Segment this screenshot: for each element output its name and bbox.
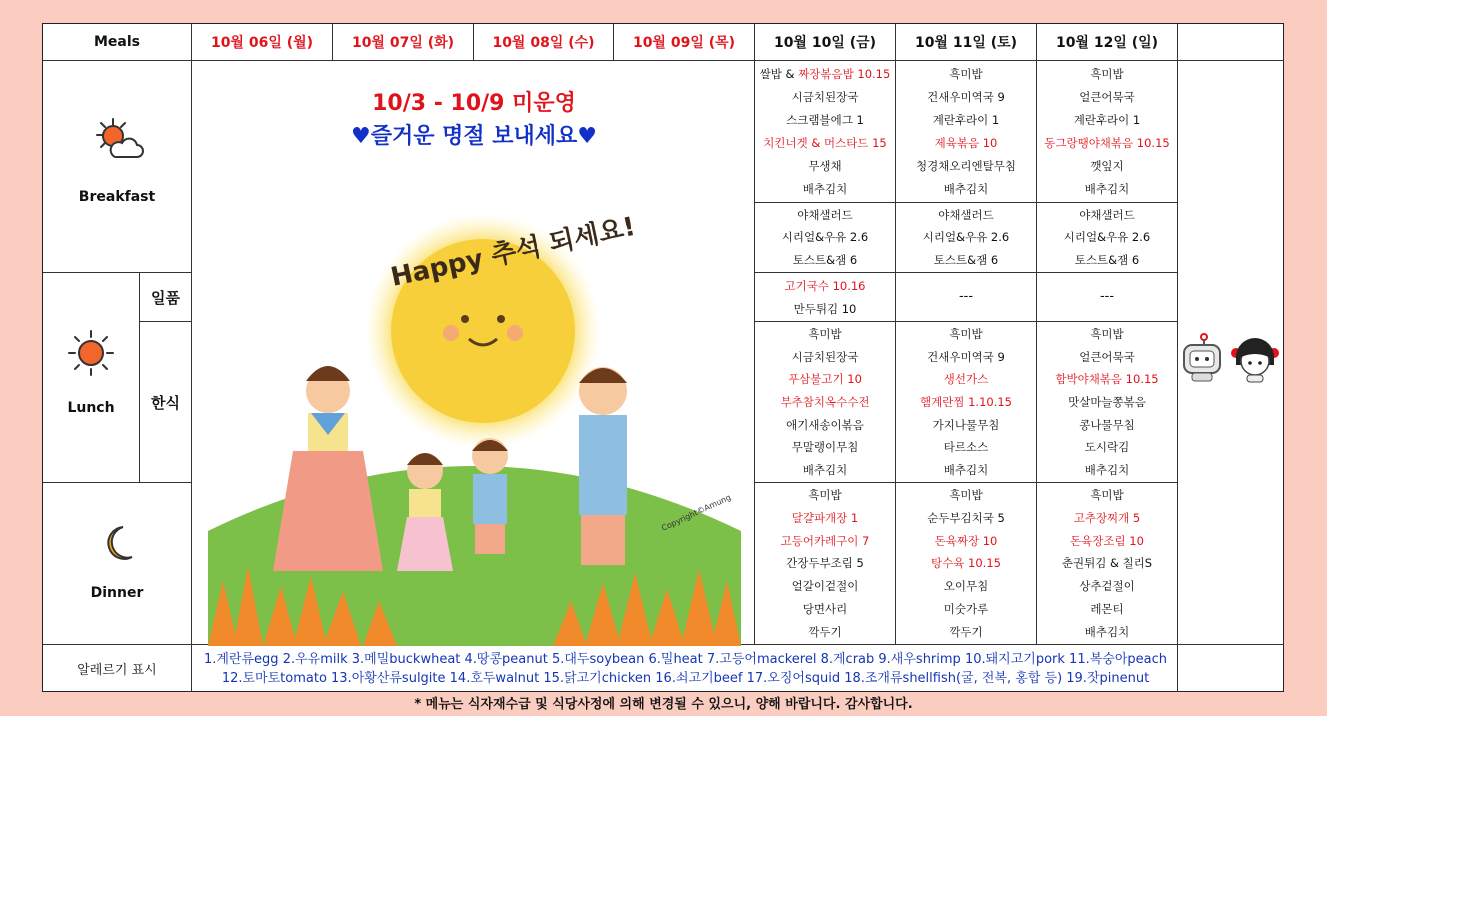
breakfast-sat	[896, 61, 1037, 203]
menu-item: 건새우미역국 9	[927, 89, 1005, 104]
menu-item: 타르소스	[943, 440, 989, 455]
breakfast-label-cell	[43, 61, 192, 273]
mother-figure	[273, 366, 383, 571]
menu-item: 무말랭이무침	[791, 440, 859, 455]
allergy-label: 알레르기 표시	[43, 645, 192, 692]
day-header-tue: 10월 07일 (화)	[333, 24, 474, 61]
lunch-korean-sun	[1037, 322, 1178, 483]
menu-item: 치킨너겟 & 머스타드 15	[763, 136, 887, 151]
menu-item: 생선가스	[943, 372, 989, 387]
menu-item: 스크램블에그 1	[786, 112, 864, 127]
menu-item: ---	[958, 289, 974, 304]
breakfast-western-sat	[896, 203, 1037, 273]
menu-item: 깍두기	[949, 624, 983, 639]
sun-cloud-icon	[91, 117, 145, 165]
lunch-label: Lunch	[67, 400, 115, 416]
menu-item: 시리얼&우유 2.6	[922, 230, 1010, 245]
menu-item: 간장두부조림 5	[786, 556, 864, 571]
menu-item: 야채샐러드	[938, 208, 994, 223]
menu-item: 얼갈이겉절이	[791, 579, 859, 594]
menu-item: 배추김치	[1084, 624, 1130, 639]
day-header-thu: 10월 09일 (목)	[614, 24, 755, 61]
copyright-text: Copyright©Amung	[660, 492, 733, 533]
lunch-special-sat	[896, 273, 1037, 322]
dinner-label-cell	[43, 483, 192, 645]
menu-item: 도시락김	[1084, 440, 1130, 455]
lunch-korean-label: 한식	[140, 322, 192, 483]
menu-item: 레몬티	[1090, 601, 1124, 616]
boy-figure	[472, 438, 508, 554]
menu-item: 무생채	[808, 159, 842, 174]
menu-item: 야채샐러드	[1079, 208, 1135, 223]
menu-item: 콩나물무침	[1079, 417, 1135, 432]
menu-item: 얼큰어묵국	[1079, 89, 1135, 104]
closed-notice: 10/3 - 10/9 미운영	[372, 91, 576, 116]
lunch-label-cell	[43, 273, 140, 483]
menu-item-highlight: 짜장볶음밥 10.15	[798, 66, 891, 81]
dinner-sat	[896, 483, 1037, 645]
day-header-sun: 10월 12일 (일)	[1037, 24, 1178, 61]
menu-item: 흑미밥	[1090, 327, 1124, 342]
menu-item: 계란후라이 1	[1073, 112, 1141, 127]
menu-item: 흑미밥	[949, 488, 983, 503]
menu-item: 배추김치	[943, 462, 989, 477]
menu-item: 햄계란찜 1.10.15	[920, 394, 1012, 409]
menu-item: 오이무침	[943, 579, 989, 594]
breakfast-western-fri	[755, 203, 896, 273]
allergy-line-1: 1.계란류egg 2.우유milk 3.메밀buckwheat 4.땅콩peanut 5.대두soybean 6.밀heat 7.고등어mackerel 8.게crab 9.새우shrimp 10.돼지고기pork 11.복숭아peach	[203, 652, 1168, 667]
menu-item: 함박야채볶음 10.15	[1055, 372, 1159, 387]
menu-item: 만두튀김 10	[793, 301, 857, 316]
menu-item: 토스트&잼 6	[792, 252, 858, 267]
menu-item: 흑미밥	[1090, 66, 1124, 81]
meals-header: Meals	[43, 24, 192, 61]
menu-item: 흑미밥	[1090, 488, 1124, 503]
menu-item: 배추김치	[1084, 462, 1130, 477]
lunch-korean-sat	[896, 322, 1037, 483]
menu-item: 흑미밥	[808, 488, 842, 503]
menu-item: 푸삼불고기 10	[788, 372, 862, 387]
father-figure	[579, 367, 627, 565]
menu-item: 얼큰어묵국	[1079, 349, 1135, 364]
menu-item: 미숫가루	[943, 601, 989, 616]
menu-item: 맛살마늘쫑볶음	[1068, 394, 1146, 409]
dinner-sun	[1037, 483, 1178, 645]
menu-item: 야채샐러드	[797, 208, 853, 223]
menu-item: ---	[1099, 289, 1115, 304]
menu-item: 청경채오리엔탈무침	[916, 159, 1016, 174]
menu-item: 고추장찌개 5	[1073, 511, 1141, 526]
menu-item: 고기국수 10.16	[784, 278, 866, 293]
menu-item: 계란후라이 1	[932, 112, 1000, 127]
lunch-special-fri	[755, 273, 896, 322]
menu-item: 시금치된장국	[791, 349, 859, 364]
menu-item: 시리얼&우유 2.6	[781, 230, 869, 245]
greeting-text: ♥즐거운 명절 보내세요♥	[350, 124, 598, 149]
allergy-line-2: 12.토마토tomato 13.아황산류sulgite 14.호두walnut 15.닭고기chicken 16.쇠고기beef 17.오징어squid 18.조개류shellfish(굴, 전복, 홍합 등) 19.잣pinenut	[221, 671, 1150, 686]
menu-item: 춘권튀김 & 칠리S	[1061, 556, 1153, 571]
lunch-special-sun	[1037, 273, 1178, 322]
menu-item: 흑미밥	[949, 66, 983, 81]
menu-item: 순두부김치국 5	[927, 511, 1005, 526]
menu-item: 돈육장조림 10	[1070, 533, 1144, 548]
menu-item: 깍두기	[808, 624, 842, 639]
dinner-label: Dinner	[90, 585, 144, 601]
menu-item: 탕수육 10.15	[931, 556, 1001, 571]
menu-item: 토스트&잼 6	[933, 252, 999, 267]
menu-item: 배추김치	[802, 182, 848, 197]
menu-item: 돈육짜장 10	[934, 533, 998, 548]
lunch-special-label: 일품	[140, 273, 192, 322]
lunch-korean-fri	[755, 322, 896, 483]
menu-item: 시리얼&우유 2.6	[1063, 230, 1151, 245]
sun-icon	[67, 329, 115, 377]
girl-mascot-icon	[1230, 335, 1280, 383]
footnote: * 메뉴는 식자재수급 및 식당사정에 의해 변경될 수 있으니, 양해 바랍니다. 감사합니다.	[414, 697, 913, 712]
menu-item: 달걀파개장 1	[791, 511, 859, 526]
menu-item: 토스트&잼 6	[1074, 252, 1140, 267]
menu-item: 부추참치옥수수전	[780, 394, 870, 409]
robot-mascot-icon	[1180, 331, 1224, 383]
menu-item: 배추김치	[1084, 182, 1130, 197]
menu-item: 가지나물무침	[932, 417, 1000, 432]
menu-item: 시금치된장국	[791, 89, 859, 104]
menu-item: 상추겉절이	[1079, 579, 1135, 594]
allergy-legend	[193, 646, 1178, 692]
menu-item: 흑미밥	[808, 327, 842, 342]
breakfast-western-sun	[1037, 203, 1178, 273]
allergy-blank	[1178, 645, 1284, 692]
menu-item: 애기새송이볶음	[786, 417, 864, 432]
breakfast-fri	[755, 61, 896, 203]
happy-chuseok-text: Happy 추석 되세요!	[388, 211, 639, 293]
menu-item: 깻잎지	[1090, 159, 1124, 174]
holiday-banner	[193, 61, 755, 646]
menu-item: 배추김치	[943, 182, 989, 197]
day-header-wed: 10월 08일 (수)	[474, 24, 614, 61]
menu-item: 동그랑땡야채볶음 10.15	[1044, 136, 1170, 151]
chuseok-illustration	[193, 61, 755, 646]
day-header-sat: 10월 11일 (토)	[896, 24, 1037, 61]
menu-item: 흑미밥	[949, 327, 983, 342]
header-blank	[1178, 24, 1284, 61]
day-header-mon: 10월 06일 (월)	[192, 24, 333, 61]
menu-item: 배추김치	[802, 462, 848, 477]
menu-item: 당면사리	[802, 601, 848, 616]
dinner-fri	[755, 483, 896, 645]
moon-icon	[101, 524, 135, 562]
day-header-fri: 10월 10일 (금)	[755, 24, 896, 61]
menu-item: 제육볶음 10	[934, 136, 998, 151]
menu-table	[42, 23, 1284, 692]
menu-item: 쌀밥 & 짜장볶음밥 10.15	[759, 66, 891, 81]
menu-item: 고등어카레구이 7	[780, 533, 870, 548]
menu-item: 건새우미역국 9	[927, 349, 1005, 364]
breakfast-label: Breakfast	[78, 189, 156, 205]
mascot-column	[1178, 61, 1284, 645]
breakfast-sun	[1037, 61, 1178, 203]
